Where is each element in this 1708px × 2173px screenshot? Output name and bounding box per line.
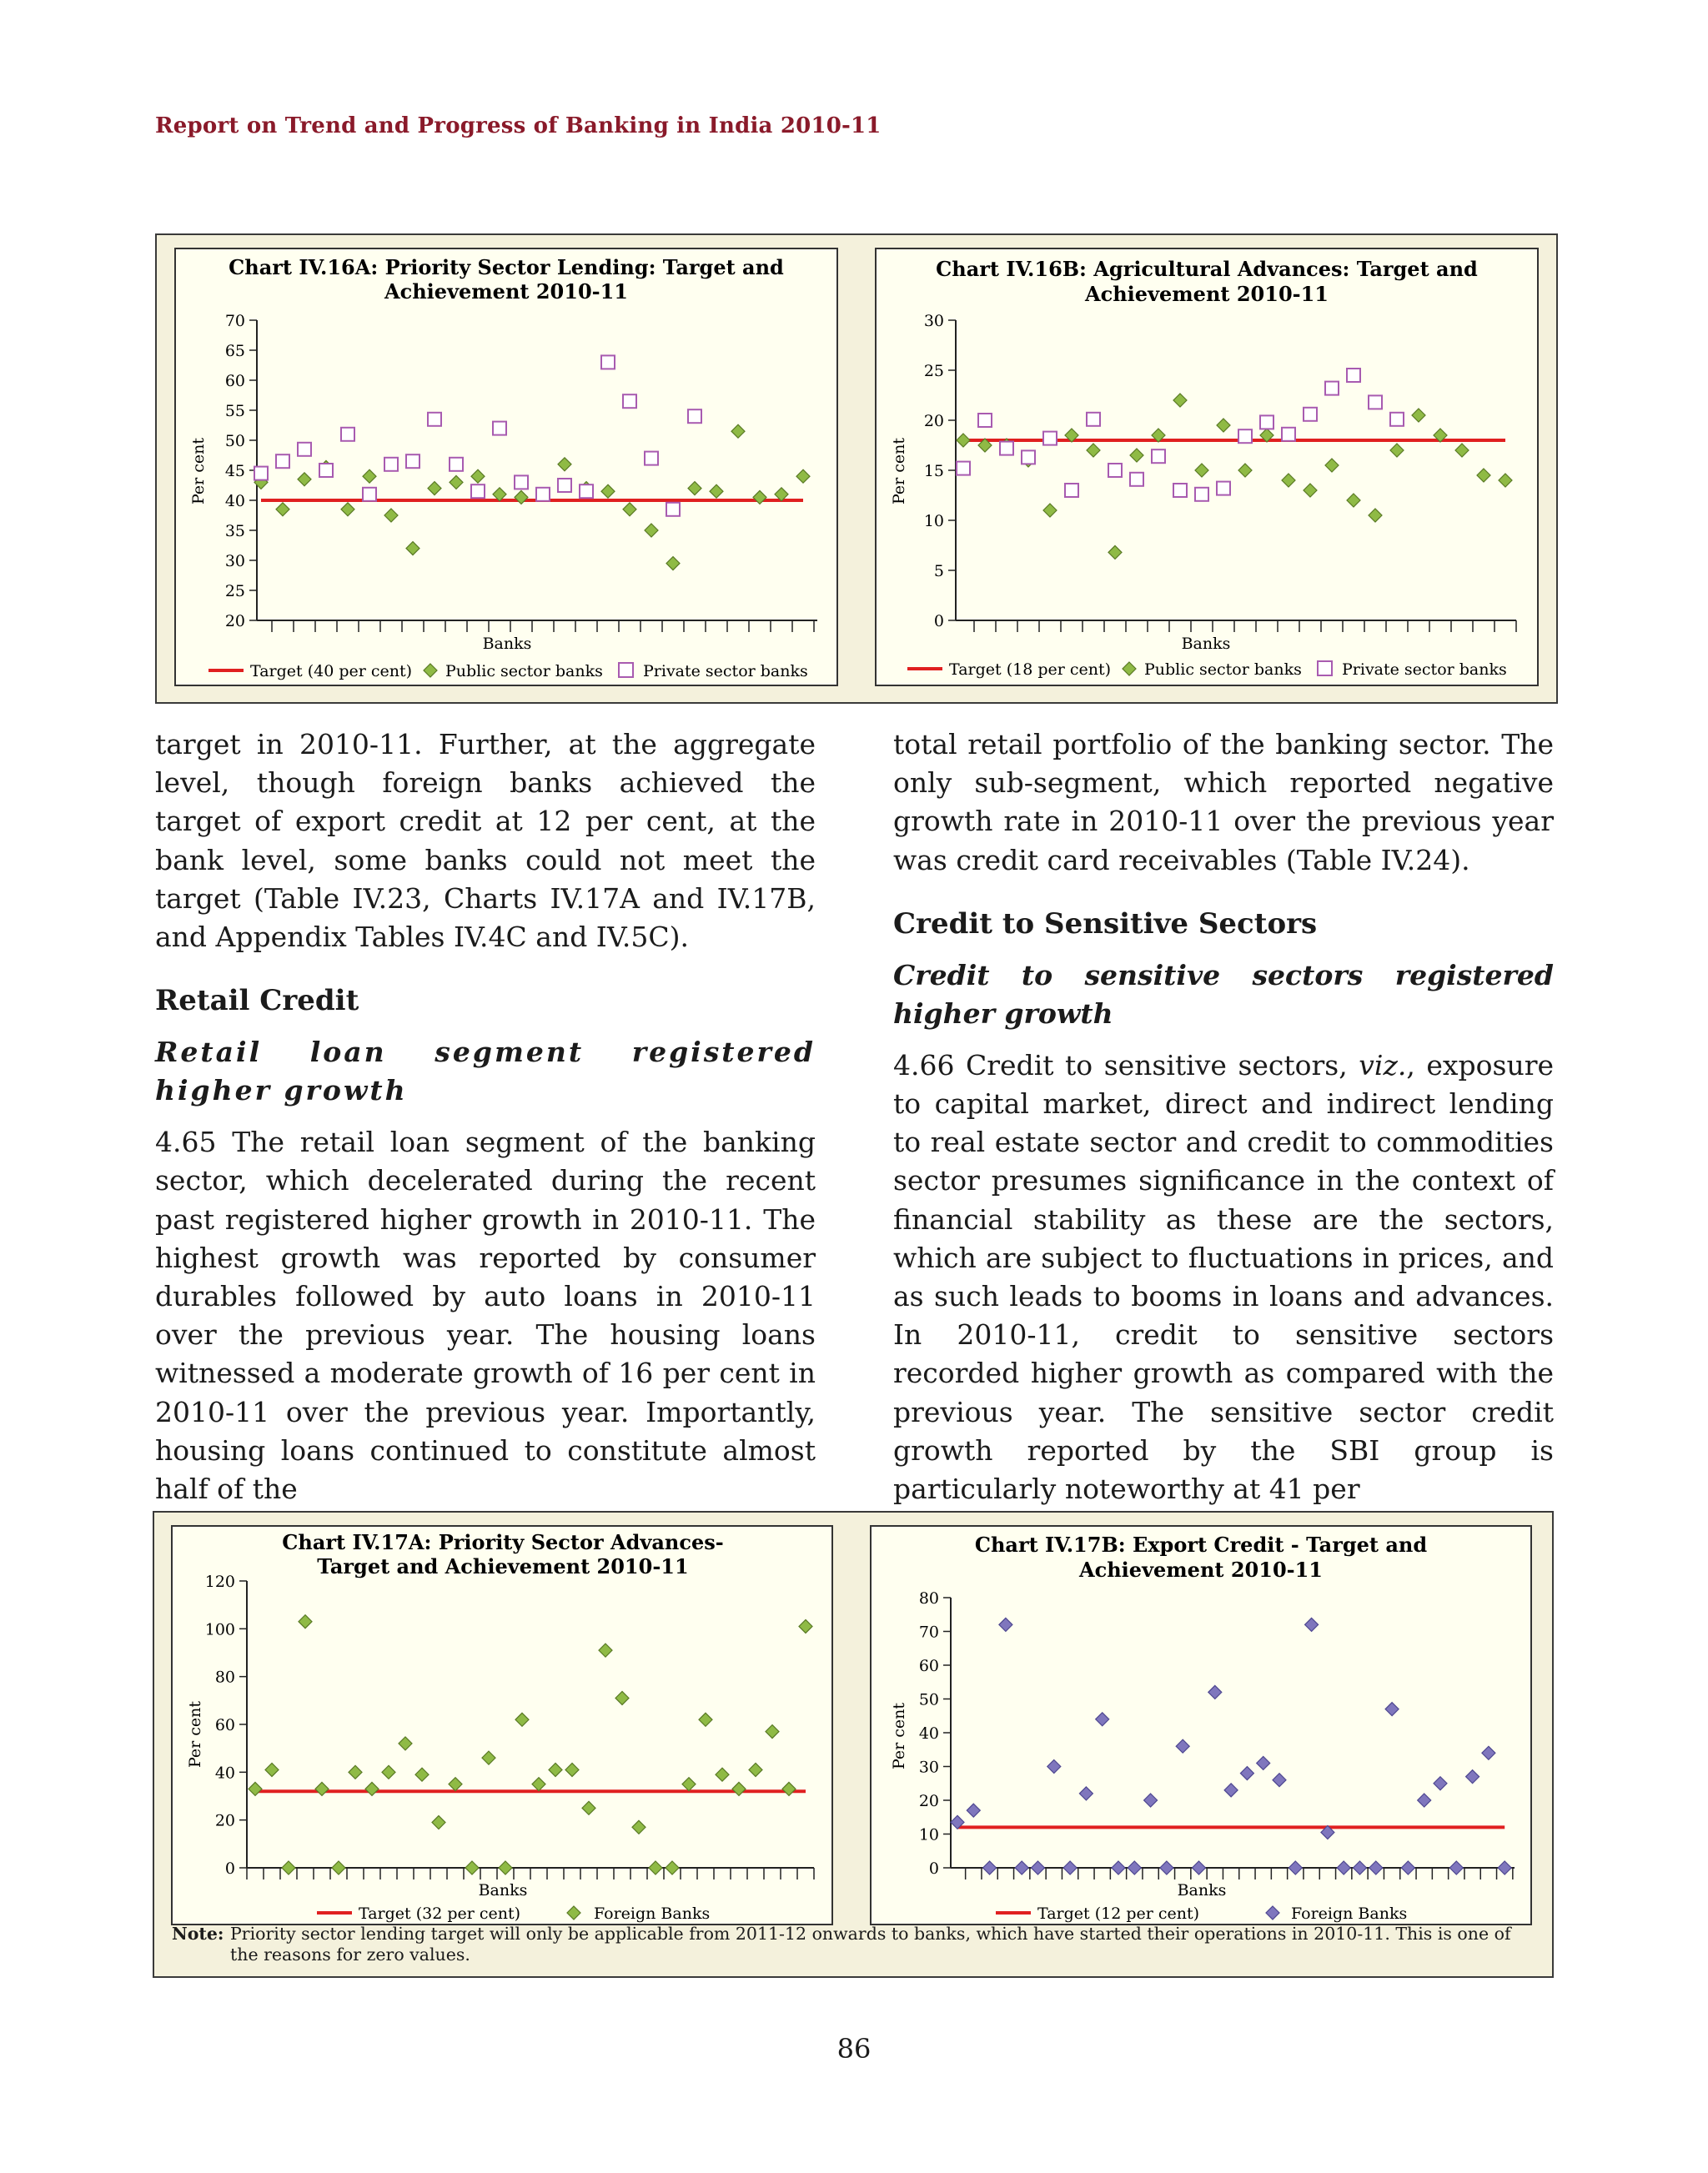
c16b-point-square — [1260, 415, 1273, 429]
c16b-point-square — [1238, 429, 1252, 443]
c16a-point-square — [363, 488, 376, 501]
c16a-point-square — [688, 409, 701, 423]
c16b-y-tick-label: 10 — [923, 512, 944, 530]
chart-note — [172, 1924, 1540, 1965]
chart-iv16b-legend-private: Private sector banks — [1342, 660, 1507, 679]
c16b-y-tick-label: 30 — [923, 312, 944, 330]
c16a-point-square — [623, 394, 636, 408]
chart-iv17a-ylabel: Per cent — [186, 1700, 204, 1769]
c16a-y-tick-label: 60 — [224, 372, 245, 390]
c16a-point-square — [276, 454, 289, 468]
c17b-y-tick-label: 30 — [918, 1758, 939, 1777]
c16a-point-square — [666, 503, 680, 516]
heading-retail-credit: Retail Credit — [155, 984, 359, 1018]
c16a-y-tick-label: 35 — [224, 522, 245, 540]
text-column-left — [155, 725, 816, 1508]
chart-iv17a-legend-target: Target (32 per cent) — [359, 1905, 521, 1923]
chart-iv16b — [876, 248, 1538, 685]
chart-iv17b — [871, 1526, 1531, 1925]
chart-iv16b-legend-public: Public sector banks — [1144, 660, 1302, 679]
text-column-right — [893, 725, 1554, 1508]
paragraph-right-1: total retail portfolio of the banking sector. The only sub-segment, which reported negative growth rate in 2010-11 over the previous year was credit card receivables (Table IV.24). — [893, 728, 1554, 876]
c16a-y-tick-label: 65 — [224, 342, 245, 360]
c16b-point-square — [1217, 482, 1230, 495]
chart-iv16b-ylabel: Per cent — [890, 437, 908, 505]
c17b-y-tick-label: 50 — [918, 1690, 939, 1709]
c16a-y-tick-label: 45 — [224, 462, 245, 480]
chart-iv17b-legend-foreign: Foreign Banks — [1291, 1905, 1408, 1923]
c16b-point-square — [978, 414, 992, 427]
chart-iv16a-legend-target: Target (40 per cent) — [250, 662, 413, 680]
c16b-y-tick-label: 20 — [923, 412, 944, 430]
c16b-y-tick-label: 25 — [923, 362, 944, 380]
c16a-y-tick-label: 30 — [224, 552, 245, 570]
chart-iv16a-legend-private: Private sector banks — [643, 662, 808, 680]
chart-iv16b-legend-private-swatch — [1318, 661, 1332, 675]
chart-iv16b-title-2: Achievement 2010-11 — [1085, 282, 1329, 306]
c16a-point-square — [515, 475, 528, 489]
chart-iv16b-legend-target: Target (18 per cent) — [949, 660, 1112, 679]
c16b-point-square — [1022, 450, 1035, 464]
note-label: Note: — [172, 1924, 224, 1944]
c16b-y-tick-label: 15 — [923, 462, 944, 480]
c16b-point-square — [1282, 428, 1295, 441]
c16a-point-square — [645, 452, 658, 465]
running-title: Report on Trend and Progress of Banking in India 2010-11 — [155, 113, 882, 138]
chart-iv16b-xlabel: Banks — [1181, 635, 1231, 653]
c17b-y-tick-label: 80 — [918, 1589, 939, 1608]
c16b-point-square — [1152, 449, 1165, 463]
c17b-y-tick-label: 60 — [918, 1657, 939, 1675]
c16a-point-square — [298, 443, 311, 456]
c16a-point-square — [601, 355, 615, 369]
paragraph-4-66-rest: , exposure to capital market, direct and indirect lending to real estate sector and credit to commodities sector presumes significance in the context of financial stability as these are the sectors, which are subject to fluctuations in prices, and as such leads to booms in loans and advances. In 2010-11, credit to sensitive sectors recorded higher growth as compared with the previous year. The sensitive sector credit growth reported by the SBI group is particularly noteworthy at 41 per — [893, 1048, 1554, 1506]
c17b-y-tick-label: 40 — [918, 1724, 939, 1743]
c16a-y-tick-label: 55 — [224, 402, 245, 420]
chart-iv17a-legend-foreign: Foreign Banks — [594, 1905, 711, 1923]
c16b-point-square — [1304, 408, 1317, 421]
c17b-y-tick-label: 10 — [918, 1825, 939, 1844]
c16b-point-square — [1195, 488, 1208, 501]
c16a-point-square — [536, 488, 550, 501]
c16a-point-square — [406, 454, 419, 468]
chart-iv16a-xlabel: Banks — [482, 635, 532, 653]
chart-iv16a-legend-public: Public sector banks — [445, 662, 603, 680]
c16b-point-square — [1000, 442, 1013, 455]
c16b-point-square — [1369, 395, 1382, 409]
c16b-point-square — [1347, 369, 1360, 382]
c17a-y-tick-label: 20 — [214, 1811, 235, 1830]
chart-iv16a-title-2: Achievement 2010-11 — [384, 279, 628, 304]
c16a-point-square — [580, 484, 593, 498]
c16a-point-square — [254, 467, 268, 480]
c16b-point-square — [957, 462, 970, 475]
c16a-point-square — [319, 464, 333, 477]
c17a-y-tick-label: 60 — [214, 1716, 235, 1734]
c17a-y-tick-label: 40 — [214, 1764, 235, 1783]
c16a-y-tick-label: 50 — [224, 432, 245, 450]
c17a-y-tick-label: 0 — [224, 1859, 235, 1878]
chart-iv17a-title-2: Target and Achievement 2010-11 — [317, 1554, 689, 1578]
chart-iv16a — [175, 248, 837, 685]
c16b-point-square — [1173, 484, 1187, 497]
chart-iv16a-ylabel: Per cent — [189, 437, 208, 505]
c16b-point-square — [1325, 382, 1339, 395]
paragraph-left-1: target in 2010-11. Further, at the aggregate level, though foreign banks achieved the target of export credit at 12 per cent, at the bank level, some banks could not meet the target (Table IV.23, Charts IV.17A and IV.17B, and Appendix Tables IV.4C and IV.5C). — [155, 728, 816, 954]
c16a-y-tick-label: 25 — [224, 582, 245, 600]
c17a-y-tick-label: 80 — [214, 1668, 235, 1687]
c16b-point-square — [1130, 473, 1143, 486]
c16b-point-square — [1065, 484, 1078, 497]
c16a-point-square — [450, 458, 463, 471]
c16b-point-square — [1390, 413, 1404, 426]
c17a-y-tick-label: 120 — [204, 1573, 235, 1591]
heading-sensitive-sectors: Credit to Sensitive Sectors — [893, 906, 1318, 941]
c16a-y-tick-label: 20 — [224, 612, 245, 630]
chart-iv17a-xlabel: Banks — [478, 1881, 528, 1899]
c16a-point-square — [341, 428, 354, 441]
c16a-point-square — [384, 458, 398, 471]
chart-iv16a-legend-private-swatch — [619, 663, 633, 677]
c17b-y-tick-label: 70 — [918, 1623, 939, 1642]
c16b-point-square — [1043, 432, 1057, 445]
c16a-point-square — [558, 479, 571, 492]
chart-iv16b-title-1: Chart IV.16B: Agricultural Advances: Target and — [936, 257, 1478, 281]
c16a-point-square — [471, 484, 485, 498]
subheading-retail: Retail loan segment registered higher growth — [155, 1036, 816, 1107]
paragraph-4-66-start: 4.66 Credit to sensitive sectors, — [893, 1048, 1359, 1081]
c16a-y-tick-label: 70 — [224, 312, 245, 330]
chart-iv17a-title-1: Chart IV.17A: Priority Sector Advances- — [282, 1530, 724, 1554]
c17b-y-tick-label: 20 — [918, 1792, 939, 1810]
paragraph-4-66 — [893, 1046, 1554, 1508]
note-text: Priority sector lending target will only be applicable from 2011-12 onwards to banks, which have started their operations in 2010-11. This is one of the reasons for zero values. — [230, 1924, 1511, 1965]
paragraph-4-66-viz: viz. — [1359, 1048, 1407, 1081]
chart-iv17b-xlabel: Banks — [1177, 1881, 1227, 1899]
c16b-y-tick-label: 0 — [933, 612, 944, 630]
c17a-y-tick-label: 100 — [204, 1620, 235, 1639]
c16a-y-tick-label: 40 — [224, 492, 245, 510]
c16a-point-square — [493, 422, 506, 435]
c16b-y-tick-label: 5 — [933, 562, 944, 580]
c17b-y-tick-label: 0 — [928, 1859, 939, 1878]
c16b-point-square — [1108, 464, 1122, 477]
chart-iv17b-ylabel: Per cent — [890, 1702, 908, 1770]
c16a-point-square — [428, 413, 441, 426]
chart-iv17b-title-2: Achievement 2010-11 — [1079, 1558, 1323, 1582]
page-number: 86 — [836, 2033, 872, 2065]
chart-iv16a-title-1: Chart IV.16A: Priority Sector Lending: Target and — [229, 255, 784, 279]
chart-iv17b-title-1: Chart IV.17B: Export Credit - Target and — [974, 1533, 1428, 1557]
paragraph-4-65: 4.65 The retail loan segment of the banking sector, which decelerated during the recent past registered higher growth in 2010-11. The highest growth was reported by consumer durables followed by auto loans in 2010-11 over the previous year. The housing loans witnessed a moderate growth of 16 per cent in 2010-11 over the previous year. Importantly, housing loans continued to constitute almost half of the — [155, 1126, 816, 1506]
chart-iv17b-legend-target: Target (12 per cent) — [1037, 1905, 1200, 1923]
chart-iv17a — [172, 1526, 832, 1925]
subheading-sensitive: Credit to sensitive sectors registered higher growth — [893, 958, 1554, 1030]
c16b-point-square — [1087, 413, 1100, 426]
